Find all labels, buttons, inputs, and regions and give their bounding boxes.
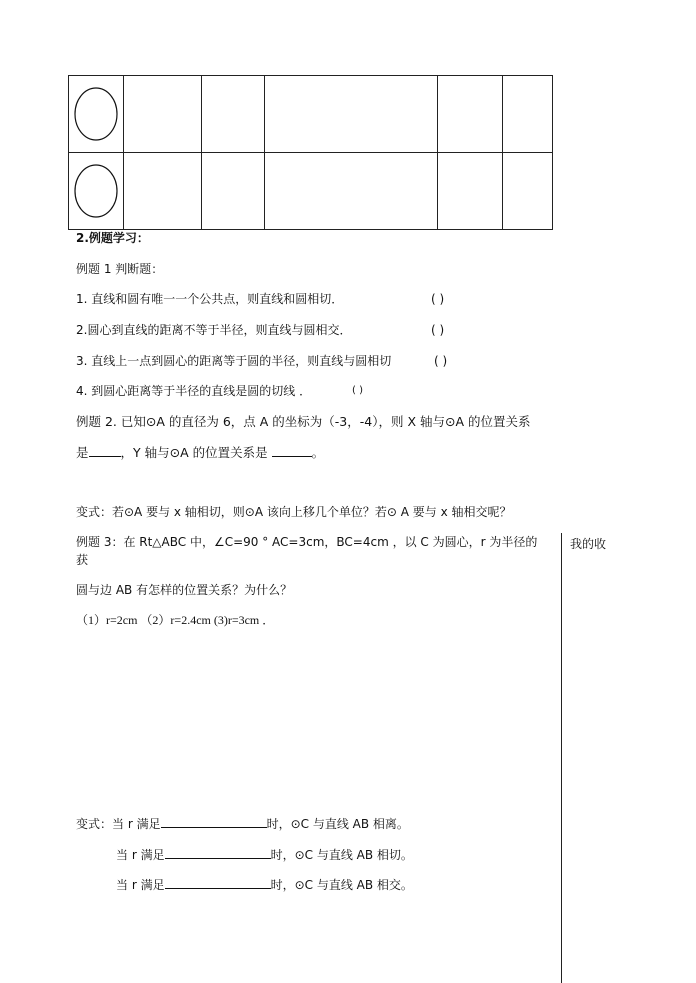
table-cell (503, 76, 553, 153)
table-cell (503, 153, 553, 230)
answer-blank[interactable] (165, 876, 271, 889)
example1-title: 例题 1 判断题： (76, 262, 164, 276)
example1-item-4: 4. 到圆心距离等于半径的直线是圆的切线 ． (76, 384, 312, 398)
table-row (69, 76, 553, 153)
variant1-text: 变式：若⊙A 要与 x 轴相切，则⊙A 该向上移几个单位？若⊙ A 要与 x 轴相交呢？ (76, 505, 512, 519)
table-cell (202, 76, 265, 153)
example2-text-c: 。 (311, 445, 325, 460)
variant2-cond: 当 r 满足 (116, 878, 165, 892)
variant2-cond: 当 r 满足 (116, 848, 165, 862)
table-cell (438, 76, 503, 153)
example3-line1: 例题 3：在 Rt△ABC 中，∠C=90 ° AC=3cm，BC=4cm ，以 C 为圆心，r 为半径的 (76, 535, 538, 549)
variant2-row-1 (76, 815, 409, 832)
variant2-cond: 当 r 满足 (112, 817, 161, 831)
answer-blank[interactable] (161, 815, 267, 828)
answer-paren-1: ( ) (431, 292, 445, 306)
margin-divider (561, 533, 562, 983)
table-cell (438, 153, 503, 230)
answer-paren-2: ( ) (431, 323, 445, 337)
variant2-result: 时，⊙C 与直线 AB 相交。 (270, 878, 413, 892)
answer-blank[interactable] (272, 444, 312, 457)
circle-figure (72, 86, 120, 142)
answer-paren-4: ( ) (352, 385, 363, 396)
variant2-prefix: 变式： (76, 817, 113, 831)
side-note: 我的收 (570, 537, 607, 551)
example3-line3: （1）r=2cm （2）r=2.4cm (3)r=3cm ． (76, 613, 275, 627)
circle-figure (72, 163, 120, 219)
example2-line2 (76, 444, 324, 461)
table-cell-circle (69, 153, 124, 230)
example1-item-1: 1. 直线和圆有唯一一个公共点，则直线和圆相切． (76, 292, 344, 306)
example1-item-3: 3. 直线上一点到圆心的距离等于圆的半径，则直线与圆相切 (76, 354, 392, 368)
table-row (69, 153, 553, 230)
example2-line1: 例题 2. 已知⊙A 的直径为 6，点 A 的坐标为（-3，-4），则 X 轴与⊙A 的位置关系 (76, 414, 531, 429)
example2-text-b: ，Y 轴与⊙A 的位置关系是 (120, 445, 268, 460)
variant2-result: 时，⊙C 与直线 AB 相切。 (270, 848, 413, 862)
section-title: 2.例题学习： (76, 231, 149, 245)
table-cell (265, 76, 438, 153)
table-cell (202, 153, 265, 230)
table-cell (265, 153, 438, 230)
example2-text-a: 是 (76, 445, 89, 460)
answer-blank[interactable] (165, 846, 271, 859)
variant2-result: 时，⊙C 与直线 AB 相离。 (266, 817, 409, 831)
relation-table (68, 75, 553, 230)
example1-item-2: 2.圆心到直线的距离不等于半径，则直线与圆相交． (76, 323, 352, 337)
answer-paren-3: ( ) (434, 354, 448, 368)
table-cell-circle (69, 76, 124, 153)
table-cell (124, 76, 202, 153)
example3-line1-wrap: 获 (76, 553, 89, 567)
answer-blank[interactable] (89, 444, 121, 457)
variant2-row-3 (116, 876, 413, 893)
variant2-row-2 (116, 846, 413, 863)
table-cell (124, 153, 202, 230)
example3-line2: 圆与边 AB 有怎样的位置关系？为什么？ (76, 583, 293, 597)
